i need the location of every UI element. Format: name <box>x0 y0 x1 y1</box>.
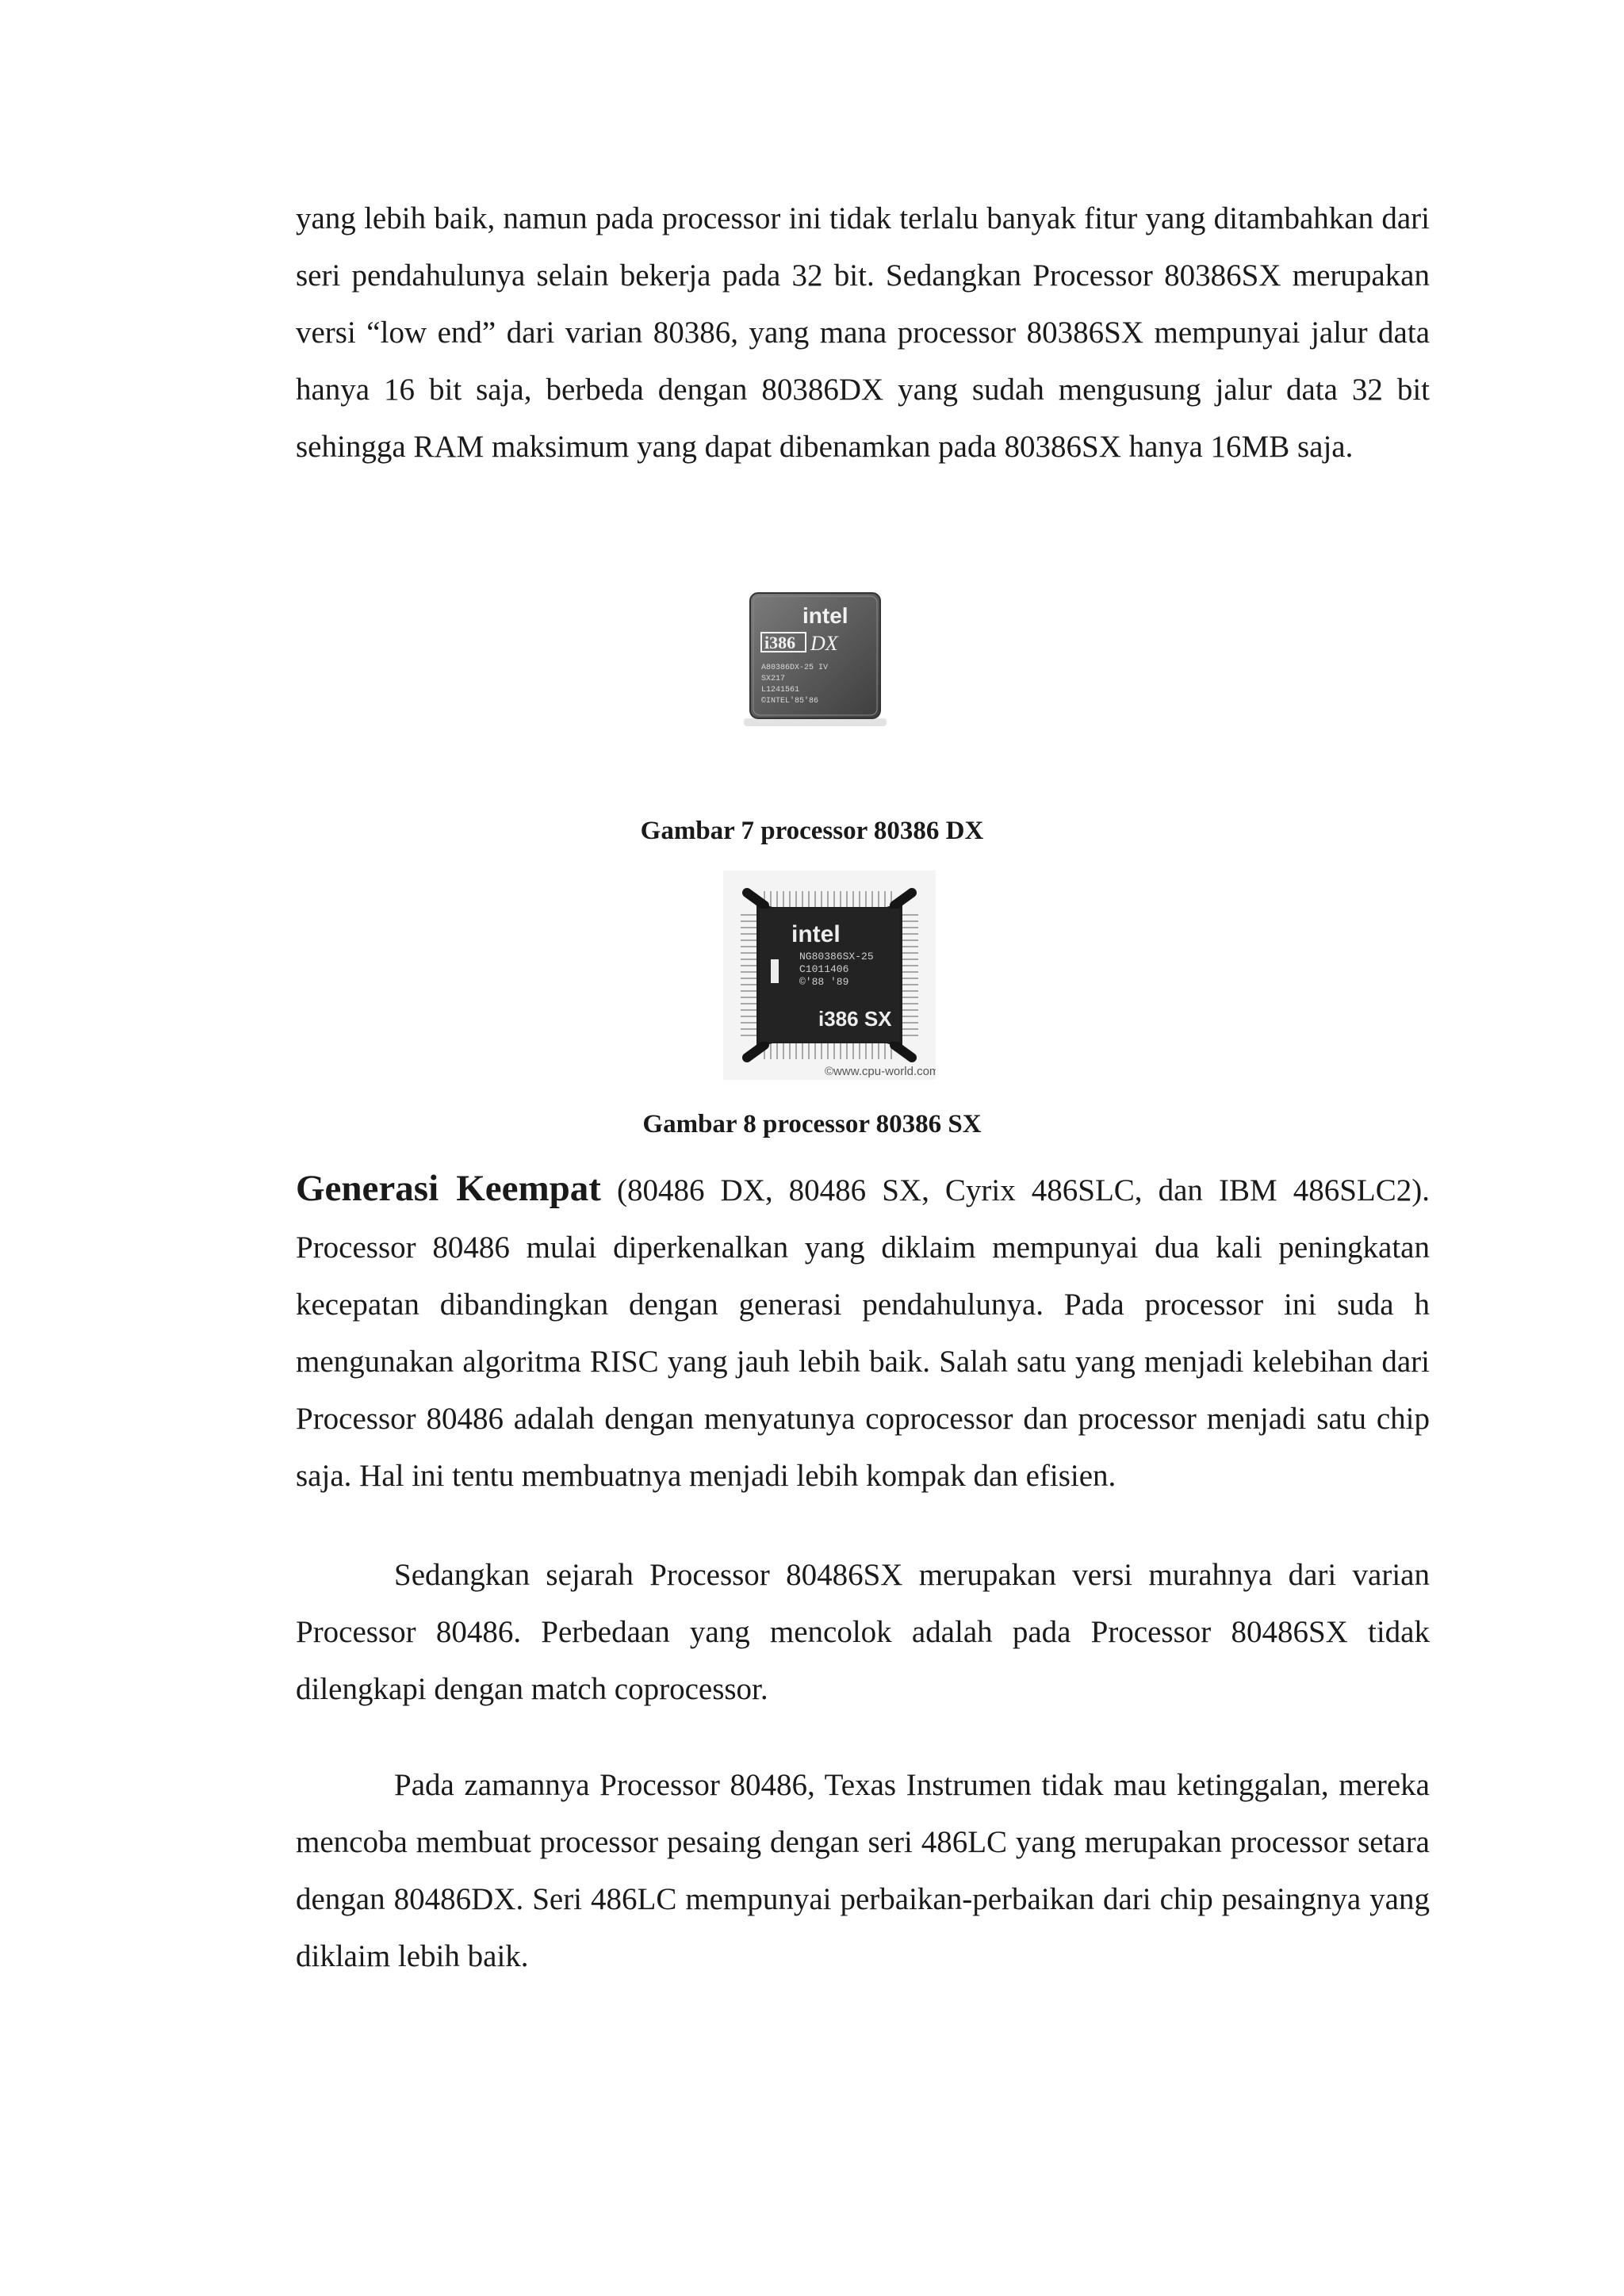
chip-sx-code-1: NG80386SX-25 <box>799 951 874 962</box>
chip-dx-suffix: DX <box>810 632 838 655</box>
paragraph-80486sx: Sedangkan sejarah Processor 80486SX merupakan versi murahnya dari varian Processor 80486. Perbedaan yang mencolok adalah pada Processor 80486SX tidak dilengkapi dengan match coprocessor. <box>296 1558 1430 1706</box>
chip-dx-code-3: L1241561 <box>761 686 800 695</box>
figure-8-caption: Gambar 8 processor 80386 SX <box>642 1110 982 1138</box>
chip-80386dx-illustration <box>741 588 890 728</box>
figure-80386dx-image <box>741 588 890 728</box>
chip-sx-brand: intel <box>791 921 841 947</box>
chip-dx-code-1: A80386DX-25 IV <box>761 664 829 672</box>
paragraph-80386: yang lebih baik, namun pada processor ini tidak terlalu banyak fitur yang ditambahkan dari seri pendahulunya selain bekerja pada 32 bit. Sedangkan Processor 80386SX merupakan versi “low end” dari varian 80386, yang mana processor 80386SX mempunyai jalur data hanya 16 bit saja, berbeda dengan 80386DX yang sudah mengusung jalur data 32 bit sehingga RAM maksimum yang dapat dibenamkan pada 80386SX hanya 16MB saja. <box>296 201 1430 464</box>
chip-sx-watermark: ©www.cpu-world.com <box>825 1065 936 1078</box>
chip-dx-model: i386 <box>764 633 796 652</box>
chip-dx-code-4: ©INTEL'85'86 <box>761 697 819 706</box>
chip-sx-model: i386 SX <box>818 1007 892 1031</box>
chip-80386sx-illustration <box>723 871 936 1080</box>
section-heading: Generasi Keempat <box>296 1168 601 1209</box>
section-generasi-keempat <box>296 1160 1430 1505</box>
figure-7-caption: Gambar 7 processor 80386 DX <box>640 817 984 845</box>
chip-sx-code-2: C1011406 <box>799 963 849 975</box>
chip-sx-code-3: ©'88 '89 <box>799 976 849 988</box>
chip-dx-brand: intel <box>802 603 848 628</box>
chip-dx-code-2: SX217 <box>761 675 786 683</box>
section-body: (80486 DX, 80486 SX, Cyrix 486SLC, dan IBM 486SLC2). Processor 80486 mulai diperkenalkan yang diklaim mempunyai dua kali peningkatan kecepatan dibandingkan dengan generasi pendahulunya. Pada processor ini suda h mengunakan algoritma RISC yang jauh lebih baik. Salah satu yang menjadi kelebihan dari Processor 80486 adalah dengan menyatunya coprocessor dan processor menjadi satu chip saja. Hal ini tentu membuatnya menjadi lebih kompak dan efisien. <box>296 1173 1430 1493</box>
figure-80386sx-image <box>723 871 936 1080</box>
paragraph-486lc: Pada zamannya Processor 80486, Texas Instrumen tidak mau ketinggalan, mereka mencoba membuat processor pesaing dengan seri 486LC yang merupakan processor setara dengan 80486DX. Seri 486LC mempunyai perbaikan-perbaikan dari chip pesaingnya yang diklaim lebih baik. <box>296 1768 1430 1973</box>
